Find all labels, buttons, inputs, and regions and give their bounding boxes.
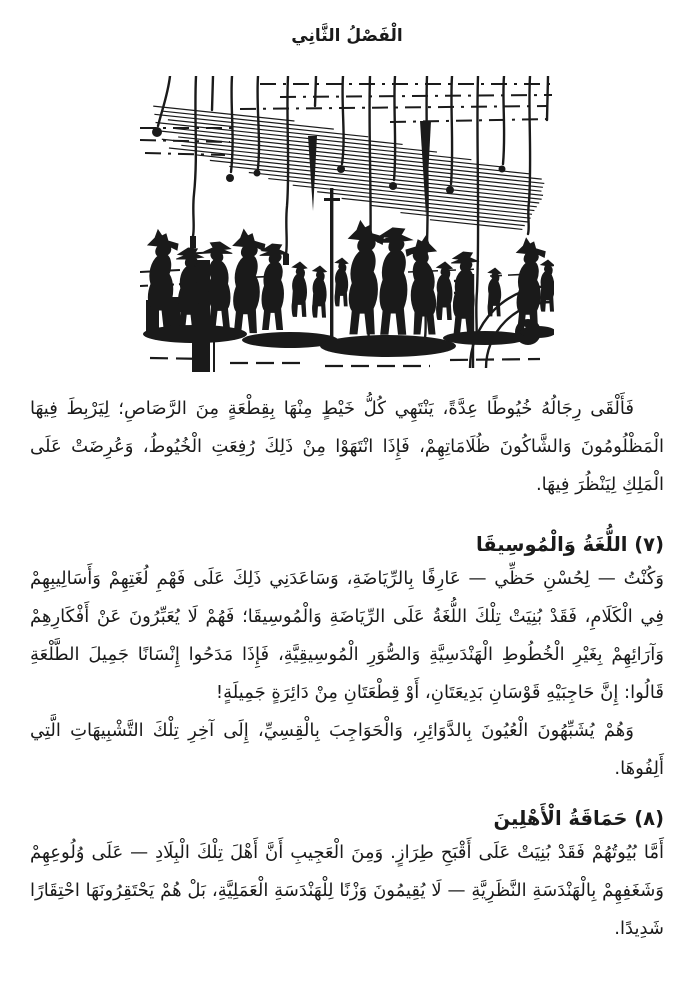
- section-8-heading: (٨) حَمَاقَةُ الْأَهْلِينَ: [493, 807, 664, 830]
- section-7-heading: (٧) اللُّغَةُ وَالْمُوسِيقَا: [475, 533, 664, 556]
- chapter-title: الْفَصْلُ الثَّانِي: [291, 26, 403, 46]
- hatching-band: [144, 106, 548, 231]
- hanging-threads-crowd-illustration: [140, 76, 554, 372]
- section-7-paragraph-2: وَهُمْ يُشَبِّهُونَ الْعُيُونَ بِالدَّوَائِرِ، وَالْحَوَاجِبَ بِالْقِسِيِّ، إِلَى آخِرِ تِلْكَ التَّشْبِيهَاتِ الَّتِي أَلِفُوهَا.: [30, 720, 664, 779]
- engraving-illustration: [140, 76, 554, 372]
- section-8-paragraph-1: أَمَّا بُيُوتُهُمْ فَقَدْ بُنِيَتْ عَلَى أَقْبَحِ طِرَازٍ. وَمِنَ الْعَجِيبِ أَنَّ أَهْلَ تِلْكَ الْبِلَادِ — عَلَى وُلُوعِهِمْ وَشَغَفِهِمْ بِالْهَنْدَسَةِ النَّظَرِيَّةِ — لَا يُقِيمُونَ وَزْنًا لِلْهَنْدَسَةِ الْعَمَلِيَّةِ، بَلْ هُمْ يَحْتَقِرُونَهَا احْتِقَارًا شَدِيدًا.: [30, 842, 664, 939]
- section-7-paragraph-1: وَكُنْتُ — لِحُسْنِ حَظِّي — عَارِفًا بِالرِّيَاضَةِ، وَسَاعَدَنِي ذَلِكَ عَلَى فَهْمِ لُغَتِهِمْ وَأَسَالِيبِهِمْ فِي الْكَلَامِ، فَقَدْ بُنِيَتْ تِلْكَ اللُّغَةُ عَلَى الرِّيَاضَةِ وَالْمُوسِيقَا؛ فَهُمْ لَا يُعَبِّرُونَ عَنْ أَفْكَارِهِمْ وَآرَائِهِمْ بِغَيْرِ الْخُطُوطِ الْهَنْدَسِيَّةِ وَالصُّوَرِ الْمُوسِيقِيَّةِ، فَإِذَا مَدَحُوا إِنْسَانًا جَمِيلَ الطَّلْعَةِ قَالُوا: إِنَّ حَاجِبَيْهِ قَوْسَانِ بَدِيعَتَانِ، أَوْ قِطْعَتَانِ مِنْ دَائِرَةٍ جَمِيلَةٍ!: [30, 568, 664, 703]
- intro-paragraph: فَأَلْقَى رِجَالُهُ خُيُوطًا عِدَّةً، يَنْتَهِي كُلُّ خَيْطٍ مِنْهَا بِقِطْعَةٍ مِنَ الرَّصَاصِ؛ لِيَرْبِطَ فِيهَا الْمَظْلُومُونَ وَالشَّاكُونَ ظُلَامَاتِهِمْ، فَإِذَا انْتَهَوْا مِنْ ذَلِكَ رُفِعَتِ الْخُيُوطُ، وَعُرِضَتْ عَلَى الْمَلِكِ لِيَنْظُرَ فِيهَا.: [30, 398, 664, 495]
